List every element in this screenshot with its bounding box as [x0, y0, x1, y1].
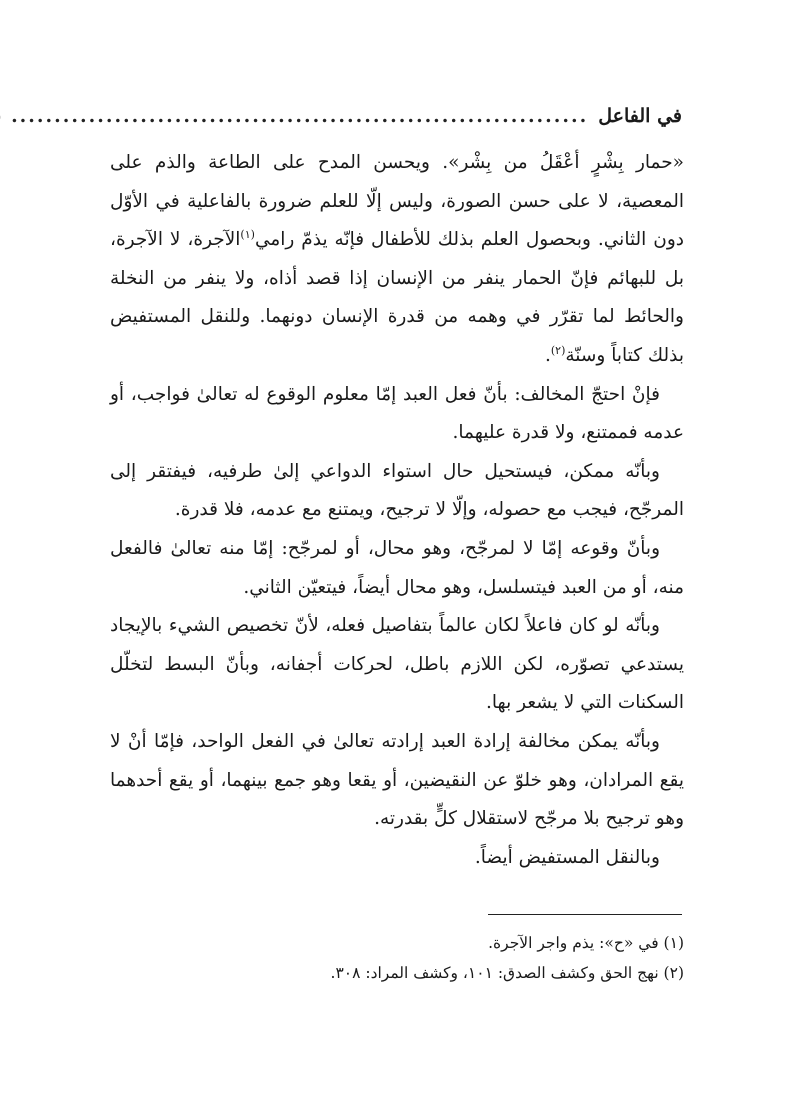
paragraph-7: وبالنقل المستفيض أيضاً.	[474, 846, 660, 868]
paragraph-6: وبأنّه يمكن مخالفة إرادة العبد إرادته تعالىٰ في الفعل الواحد، فإمّا أنْ لا يقع المرادان، وهو خلوّ عن النقيضين، أو يقعا وهو جمع بينهما، أو يقع أحدهما وهو ترجيح بلا مرجّح لاستقلال كلٍّ بقدرته.	[110, 730, 684, 830]
footnote-2: (٢) نهج الحق وكشف الصدق: ١٠١، وكشف المراد: ٣٠٨.	[330, 964, 684, 982]
paragraph-1-end: .	[544, 344, 551, 366]
paragraph-4: وبأنّ وقوعه إمّا لا لمرجّح، وهو محال، أو لمرجّح: إمّا منه تعالىٰ فالفعل منه، أو من العبد فيتسلسل، وهو محال أيضاً، فيتعيّن الثاني.	[110, 537, 684, 598]
paragraph-1	[110, 144, 684, 376]
footnote-1: (١) في «ح»: يذم واجر الآجرة.	[488, 934, 684, 952]
paragraph-1-text: «حمار بِشْرٍ أعْقَلُ من بِشْر». ويحسن المدح على الطاعة والذم على المعصية، لا على حسن الصورة، وليس إلّا للعلم ضرورة بالفاعلية في الأوّل دون الثاني. وبحصول العلم بذلك للأطفال فإنّه يذمّ رامي	[110, 152, 685, 251]
paragraph-5: وبأنّه لو كان فاعلاً لكان عالماً بتفاصيل فعله، لأنّ تخصيص الشيء بالإيجاد يستدعي تصوّره، لكن اللازم باطل، لحركات أجفانه، وبأنّ البسط لتخلّل السكنات التي لا يشعر بها.	[110, 615, 684, 714]
paragraph-2: فإنْ احتجّ المخالف: بأنّ فعل العبد إمّا معلوم الوقوع له تعالىٰ فواجب، أو عدمه فممتنع، ولا قدرة عليهما.	[110, 383, 684, 444]
footnotes	[110, 928, 684, 988]
leader-dots: ...................................................................	[11, 105, 589, 127]
running-header	[11, 96, 682, 136]
chapter-title: في الفاعل	[598, 105, 682, 127]
page-number	[0, 105, 1, 127]
footnote-separator	[488, 914, 682, 915]
paragraph-3: وبأنّه ممكن، فيستحيل حال استواء الدواعي إلىٰ طرفيه، فيفتقر إلى المرجّح، فيجب مع حصوله، وإلّا لا ترجيح، ويمتنع مع عدمه، فلا قدرة.	[110, 460, 684, 521]
paragraph-1-text-b: الآجرة، لا الآجرة، بل للبهائم فإنّ الحمار ينفر من الإنسان إذا قصد أذاه، ولا ينفر من النخلة والحائط لما تقرّر في وهمه من قدرة الإنسان دونهما. وللنقل المستفيض بذلك كتاباً وسنّة	[110, 229, 684, 366]
footnote-ref-2[interactable]: (٢)	[550, 343, 566, 357]
footnote-ref-1[interactable]: (١)	[240, 228, 255, 242]
main-text	[110, 144, 684, 877]
